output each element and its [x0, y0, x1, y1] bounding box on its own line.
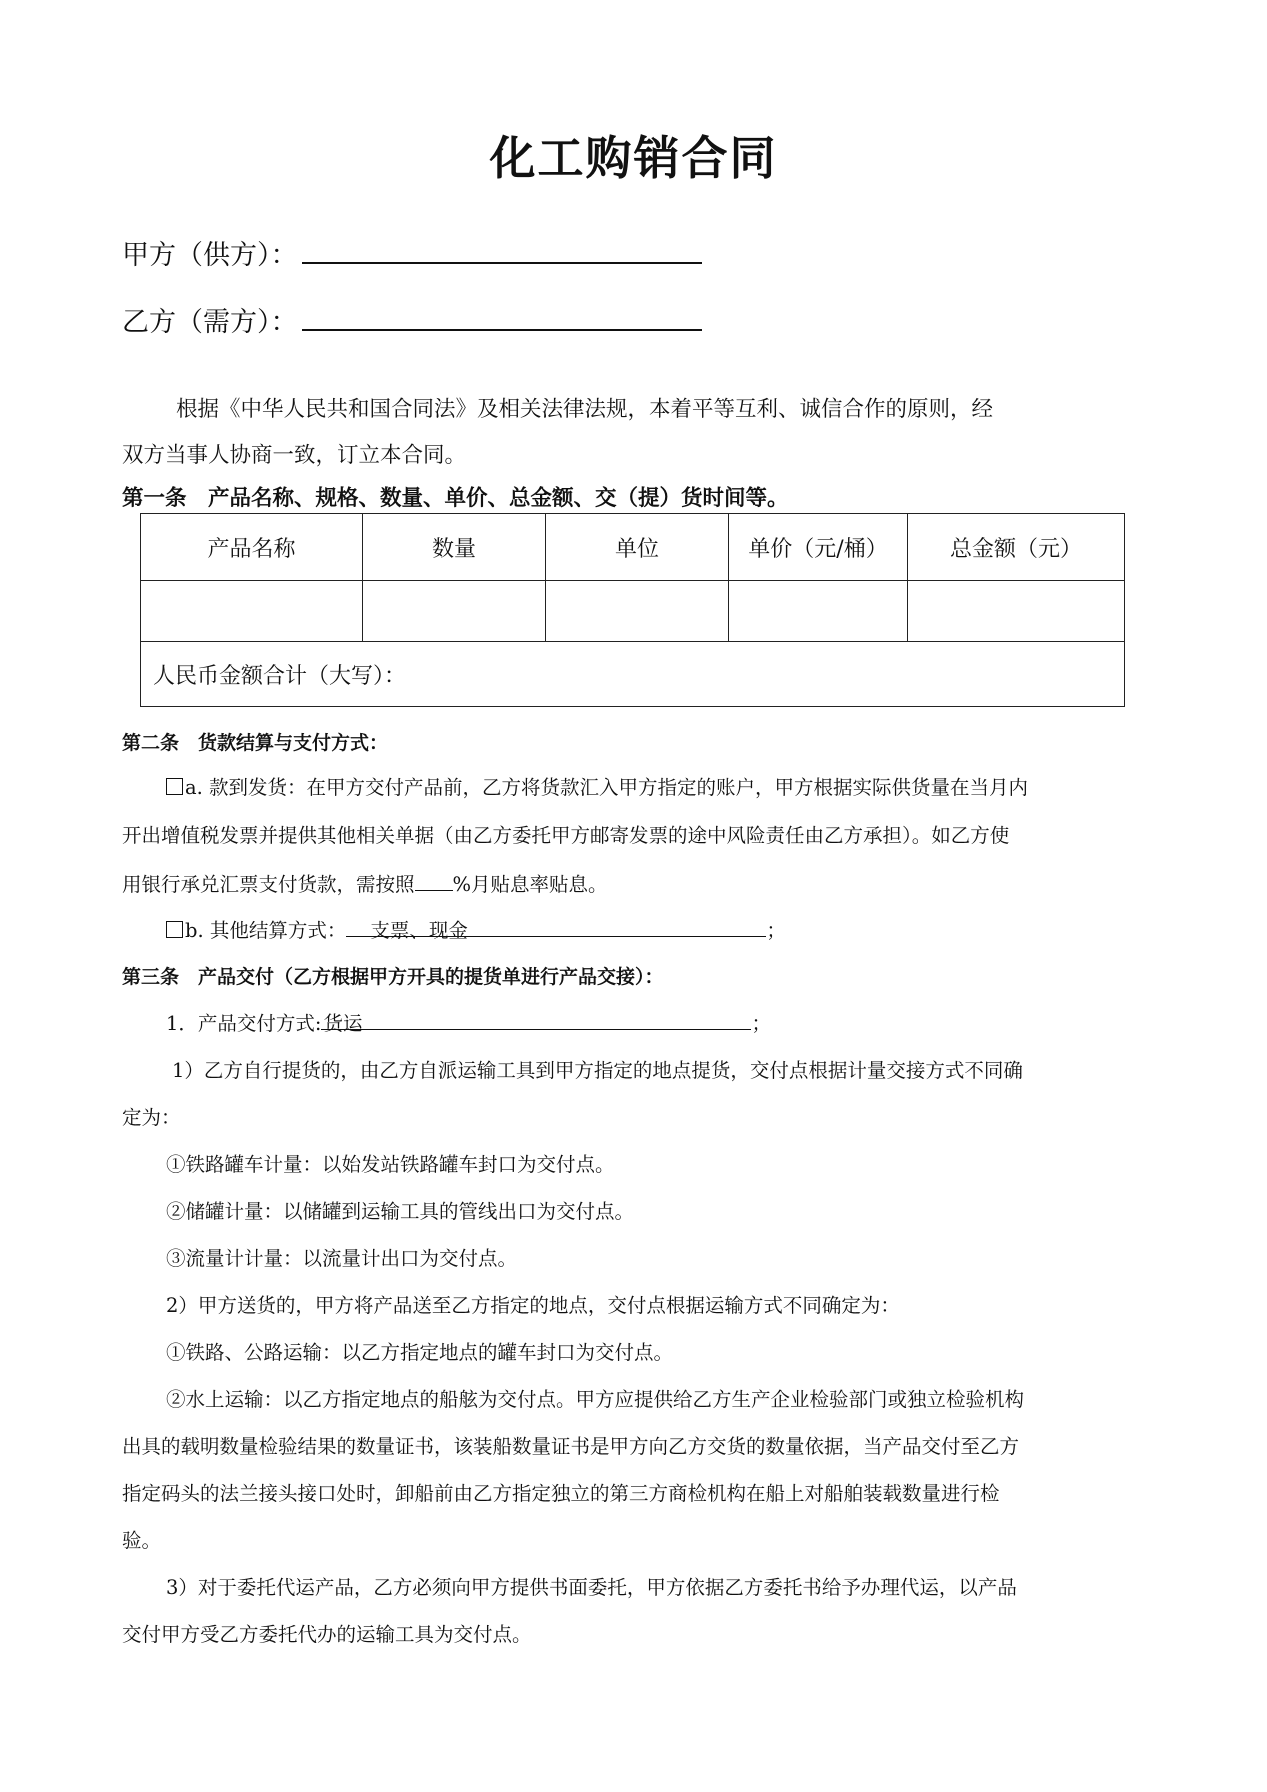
article-1-heading: 第一条 产品名称、规格、数量、单价、总金额、交（提）货时间等。 — [122, 486, 789, 511]
option-a-line-1 — [166, 772, 1028, 800]
table-header-row — [141, 514, 1125, 581]
party-b-blank[interactable] — [302, 307, 702, 331]
cell-total-amount[interactable] — [908, 581, 1125, 642]
water-transport-line-2: 出具的载明数量检验结果的数量证书，该装船数量证书是甲方向乙方交货的数量依据，当产品交付至乙方 — [122, 1435, 1020, 1458]
intro-line-1: 根据《中华人民共和国合同法》及相关法律法规，本着平等互利、诚信合作的原则，经 — [176, 397, 994, 422]
col-unit-price: 单价（元/桶） — [729, 514, 908, 581]
supplier-delivery-line: 2）甲方送货的，甲方将产品送至乙方指定的地点，交付点根据运输方式不同确定为： — [166, 1294, 900, 1317]
intro-paragraph — [122, 387, 1144, 479]
table-total-row — [141, 642, 1125, 707]
col-quantity: 数量 — [363, 514, 546, 581]
option-b-field[interactable] — [346, 915, 766, 942]
article-3-heading: 第三条 产品交付（乙方根据甲方开具的提货单进行产品交接）： — [122, 966, 664, 988]
water-transport-line-3: 指定码头的法兰接头接口处时，卸船前由乙方指定独立的第三方商检机构在船上对船舶装载数量进行检 — [122, 1482, 1000, 1505]
delivery-method-value: 货运 — [323, 1012, 363, 1035]
table-row — [141, 581, 1125, 642]
party-b-label: 乙方（需方）： — [122, 307, 298, 338]
discount-rate-blank[interactable] — [415, 868, 453, 891]
option-a-text: a. 款到发货：在甲方交付产品前，乙方将货款汇入甲方指定的账户，甲方根据实际供货量在当月内 — [185, 776, 1029, 799]
article-2-heading: 第二条 货款结算与支付方式： — [122, 732, 389, 754]
cell-unit-price[interactable] — [729, 581, 908, 642]
delivery-method-field[interactable] — [321, 1008, 751, 1035]
self-pickup-line-1: 1）乙方自行提货的，由乙方自派运输工具到甲方指定的地点提货，交付点根据计量交接方式不同确 — [172, 1059, 1023, 1082]
delivery-method-label: 1．产品交付方式: — [166, 1012, 322, 1035]
option-b-checkbox[interactable] — [166, 921, 183, 938]
total-amount-label[interactable]: 人民币金额合计（大写）： — [141, 642, 1125, 707]
party-b-row — [122, 300, 702, 339]
intro-line-2: 双方当事人协商一致，订立本合同。 — [122, 443, 467, 468]
option-b-line — [166, 915, 786, 943]
discount-rate-suffix: %月贴息率贴息。 — [452, 873, 608, 896]
product-table — [140, 513, 1125, 707]
flowmeter-metering: ③流量计计量：以流量计出口为交付点。 — [166, 1247, 518, 1270]
rail-road-transport: ①铁路、公路运输：以乙方指定地点的罐车封口为交付点。 — [166, 1341, 674, 1364]
col-total-amount: 总金额（元） — [908, 514, 1125, 581]
option-a-line-2: 开出增值税发票并提供其他相关单据（由乙方委托甲方邮寄发票的途中风险责任由乙方承担）。如乙方使 — [122, 824, 1010, 847]
delivery-method-end: ； — [751, 1012, 771, 1035]
option-a-line-3 — [122, 868, 608, 897]
option-b-value: 支票、现金 — [370, 919, 468, 942]
col-product-name: 产品名称 — [141, 514, 363, 581]
party-a-blank[interactable] — [302, 240, 702, 264]
water-transport-line-4: 验。 — [122, 1529, 162, 1552]
document-title: 化工购销合同 — [489, 131, 778, 185]
cell-unit[interactable] — [546, 581, 729, 642]
party-a-label: 甲方（供方）： — [122, 240, 298, 271]
delivery-method-line — [166, 1008, 771, 1036]
storage-tank-metering: ②储罐计量：以储罐到运输工具的管线出口为交付点。 — [166, 1200, 635, 1223]
option-b-label: b. 其他结算方式： — [185, 919, 347, 942]
col-unit: 单位 — [546, 514, 729, 581]
consigned-transport-line-2: 交付甲方受乙方委托代办的运输工具为交付点。 — [122, 1623, 532, 1646]
water-transport-line-1: ②水上运输：以乙方指定地点的船舷为交付点。甲方应提供给乙方生产企业检验部门或独立检验机构 — [166, 1388, 1025, 1411]
consigned-transport-line-1: 3）对于委托代运产品，乙方必须向甲方提供书面委托，甲方依据乙方委托书给予办理代运，以产品 — [166, 1576, 1017, 1599]
rail-tank-metering: ①铁路罐车计量：以始发站铁路罐车封口为交付点。 — [166, 1153, 615, 1176]
discount-rate-prefix: 用银行承兑汇票支付货款，需按照 — [122, 873, 415, 896]
cell-quantity[interactable] — [363, 581, 546, 642]
cell-product-name[interactable] — [141, 581, 363, 642]
option-b-end: ； — [766, 919, 786, 942]
self-pickup-line-2: 定为： — [122, 1106, 181, 1129]
party-a-row — [122, 233, 702, 272]
option-a-checkbox[interactable] — [166, 778, 183, 795]
